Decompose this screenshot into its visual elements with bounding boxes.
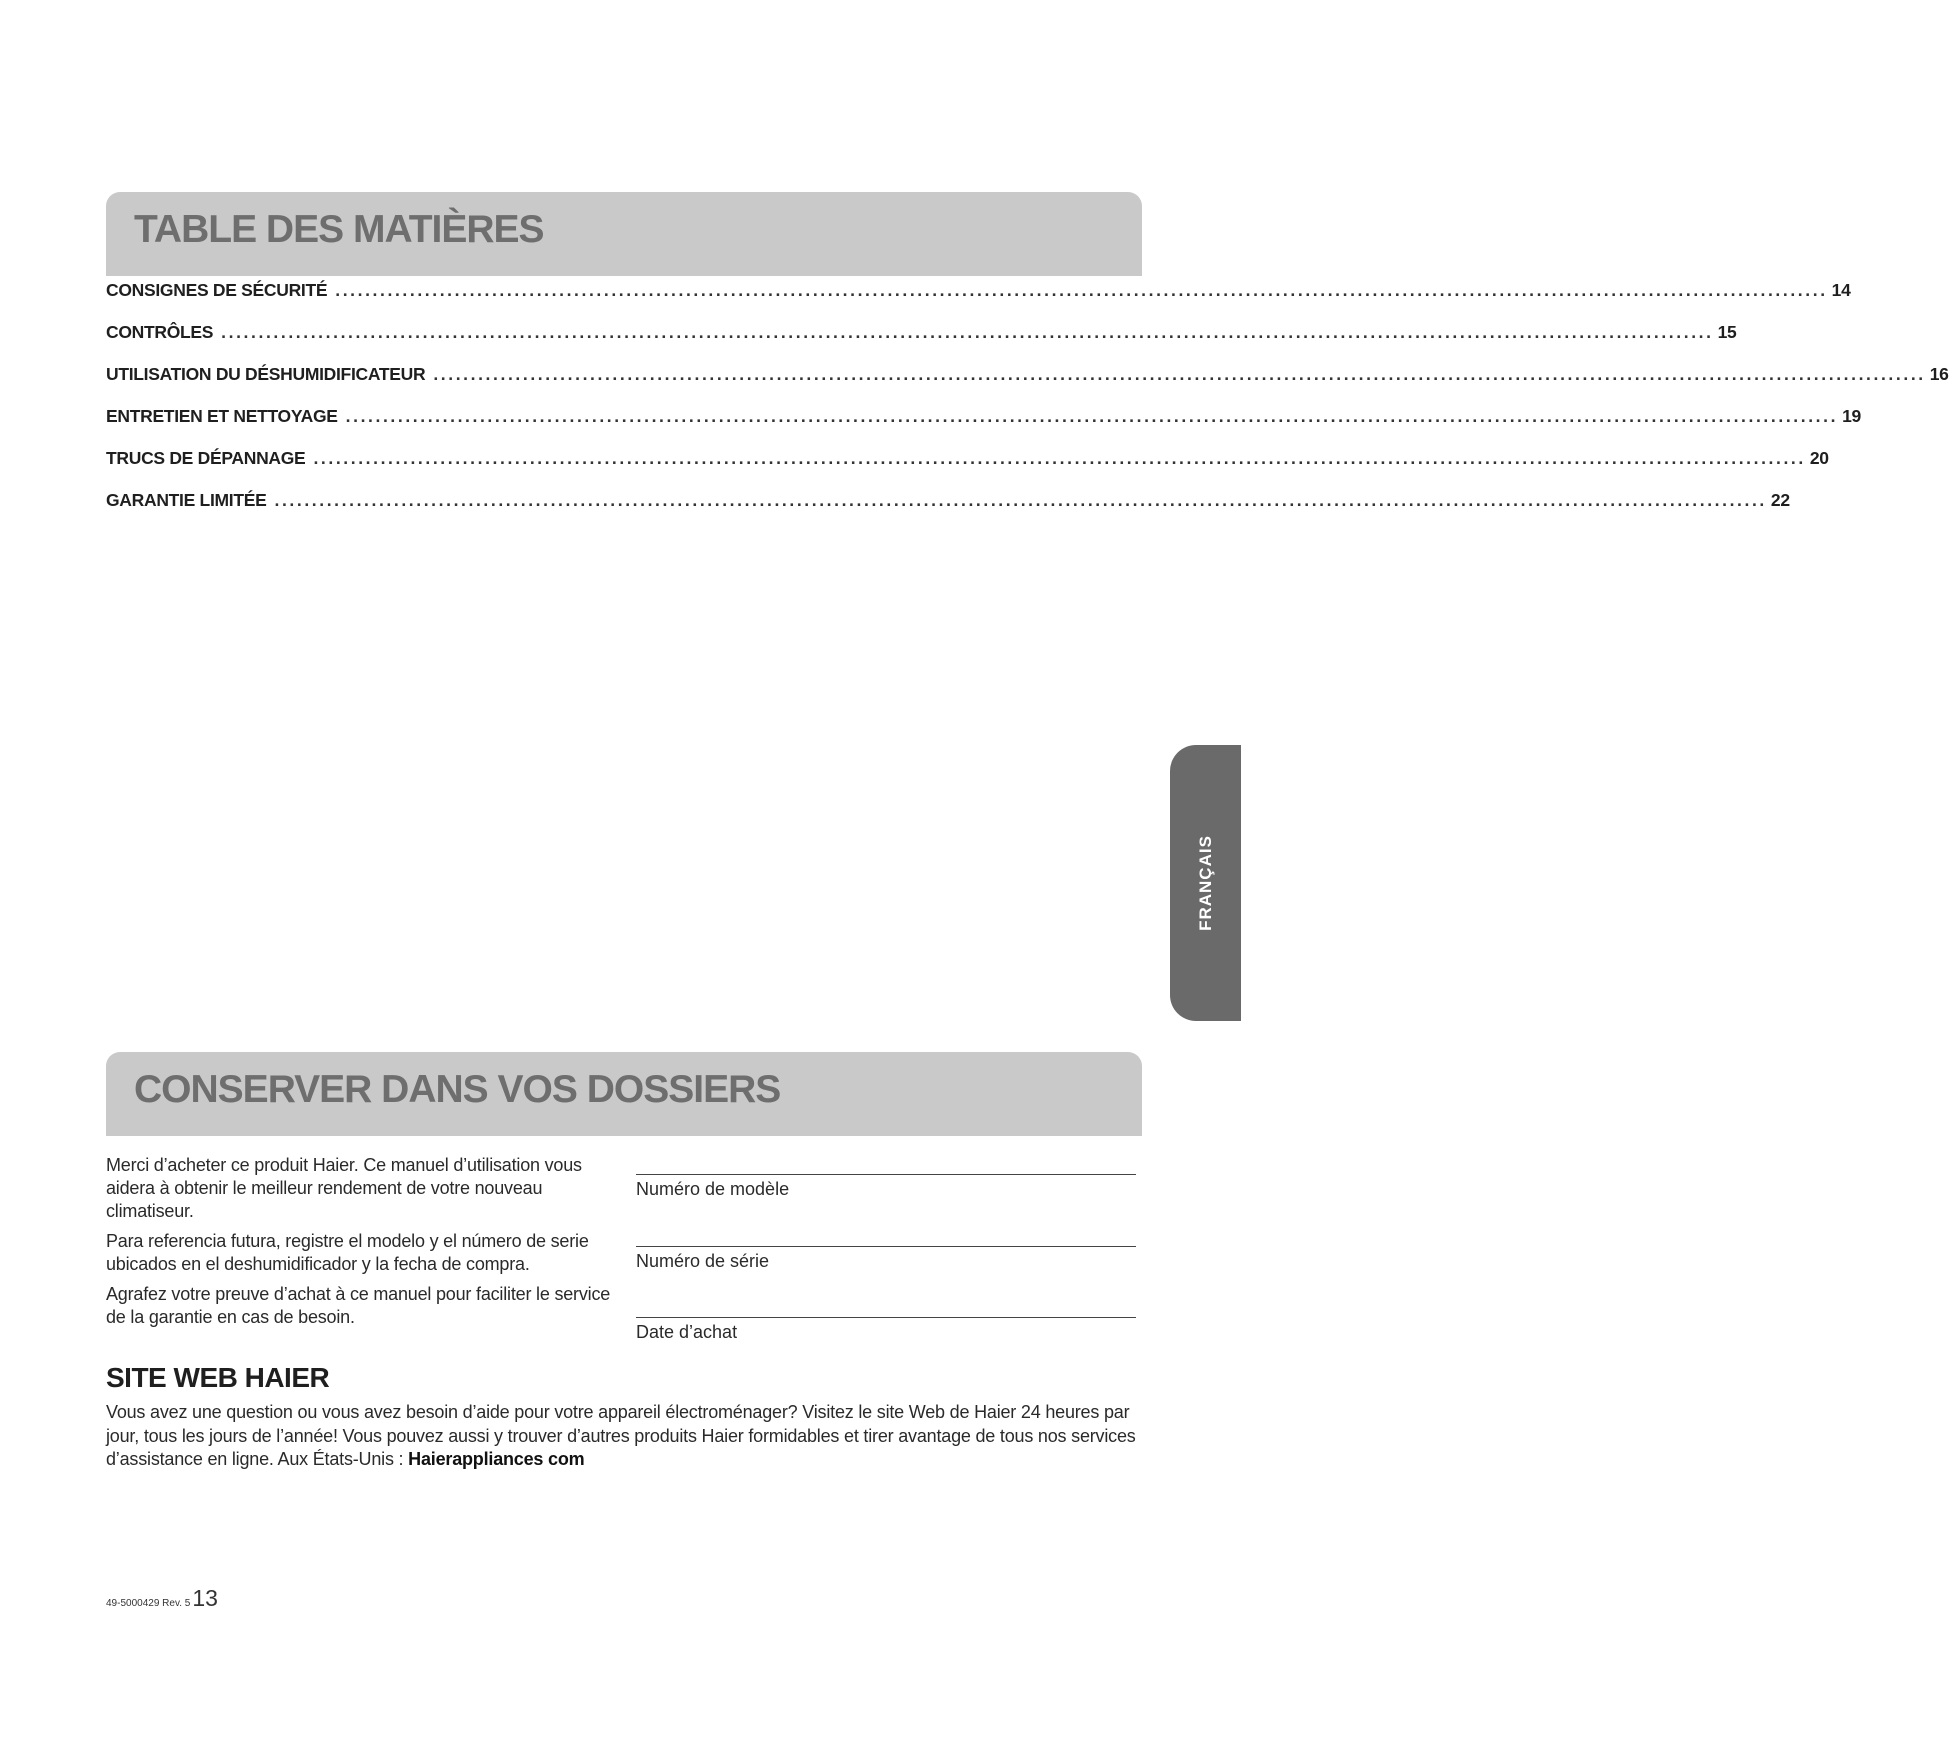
toc-entry-page: 16 <box>1929 364 1949 384</box>
page-number: 13 <box>192 1585 218 1611</box>
toc-entry[interactable] <box>106 406 1861 448</box>
toc-entry-page: 15 <box>1717 322 1737 342</box>
toc-entry[interactable] <box>106 322 1737 364</box>
toc-entry-page: 19 <box>1842 406 1861 426</box>
toc-entry-page: 20 <box>1809 448 1829 468</box>
serial-number-field[interactable] <box>636 1246 1136 1272</box>
serial-number-label: Numéro de série <box>636 1251 770 1271</box>
toc-leader-dots: ........................................................................................................................................................................................................ <box>433 364 1926 384</box>
toc-leader-dots: ........................................................................................................................................................................................................ <box>221 322 1714 342</box>
language-tab-label: FRANÇAIS <box>1195 835 1215 931</box>
table-of-contents <box>106 280 1949 532</box>
toc-header <box>106 192 1142 276</box>
toc-entry-label: UTILISATION DU DÉSHUMIDIFICATEUR <box>106 364 426 384</box>
toc-entry-page: 14 <box>1831 280 1851 300</box>
records-paragraph: Agrafez votre preuve d’achat à ce manuel pour faciliter le service de la garantie en cas de besoin. <box>106 1284 611 1327</box>
website-text <box>106 1401 1136 1472</box>
toc-title: TABLE DES MATIÈRES <box>134 208 544 251</box>
model-number-field[interactable] <box>636 1174 1136 1200</box>
records-header <box>106 1052 1142 1136</box>
toc-entry[interactable] <box>106 448 1829 490</box>
toc-leader-dots: ........................................................................................................................................................................................................ <box>274 490 1767 510</box>
toc-entry-label: TRUCS DE DÉPANNAGE <box>106 448 306 468</box>
language-side-tab[interactable] <box>1170 745 1241 1021</box>
toc-entry-label: ENTRETIEN ET NETTOYAGE <box>106 406 338 426</box>
toc-entry-label: CONTRÔLES <box>106 322 214 342</box>
page-footer <box>106 1585 218 1612</box>
toc-entry[interactable] <box>106 364 1949 406</box>
website-title: SITE WEB HAIER <box>106 1362 330 1393</box>
records-intro <box>106 1154 626 1336</box>
purchase-date-field[interactable] <box>636 1317 1136 1343</box>
model-number-label: Numéro de modèle <box>636 1179 790 1199</box>
toc-entry-page: 22 <box>1770 490 1790 510</box>
records-paragraph: Para referencia futura, registre el modelo y el número de serie ubicados en el deshumidificador y la fecha de compra. <box>106 1231 589 1274</box>
document-code: 49-5000429 Rev. 5 <box>106 1598 191 1609</box>
purchase-date-label: Date d’achat <box>636 1322 738 1342</box>
toc-entry-label: GARANTIE LIMITÉE <box>106 490 267 510</box>
toc-leader-dots: ........................................................................................................................................................................................................ <box>335 280 1828 300</box>
toc-entry-label: CONSIGNES DE SÉCURITÉ <box>106 280 328 300</box>
website-link[interactable]: Haierappliances com <box>408 1449 585 1469</box>
website-description: Vous avez une question ou vous avez besoin d’aide pour votre appareil électroménager? Visitez le site Web de Haier 24 heures par jour, tous les jours de l’année! Vous pouvez aussi y trouver d’autres produits Haier formidables et tirer avantage de tous nos services d’assistance en ligne. Aux États-Unis : <box>106 1402 1136 1469</box>
records-title: CONSERVER DANS VOS DOSSIERS <box>134 1068 781 1111</box>
toc-entry[interactable] <box>106 490 1790 532</box>
toc-entry[interactable] <box>106 280 1851 322</box>
toc-leader-dots: ........................................................................................................................................................................................................ <box>345 406 1839 426</box>
records-paragraph: Merci d’acheter ce produit Haier. Ce manuel d’utilisation vous aidera à obtenir le meilleur rendement de votre nouveau climatiseur. <box>106 1155 582 1221</box>
toc-leader-dots: ........................................................................................................................................................................................................ <box>313 448 1806 468</box>
